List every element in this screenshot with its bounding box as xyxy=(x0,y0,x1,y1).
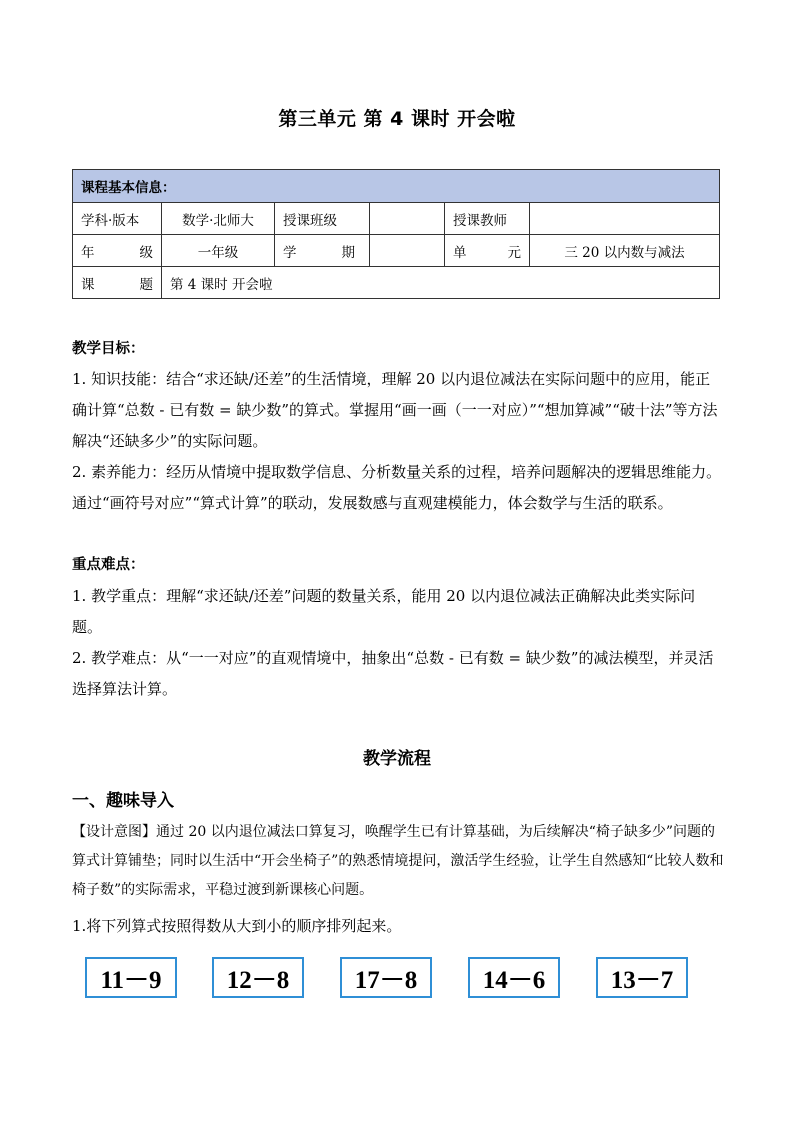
key-point-2: 2. 教学难点：从“一一对应”的直观情境中，抽象出“总数 - 已有数 = 缺少数”的减法模型，并灵活选择算法计算。 xyxy=(72,649,714,698)
cell-class-value xyxy=(370,203,445,235)
objective-2: 2. 素养能力：经历从情境中提取数学信息、分析数量关系的过程，培养问题解决的逻辑思维能力。通过“画符号对应”“算式计算”的联动，发展数感与直观建模能力，体会数学与生活的联系。 xyxy=(72,463,722,512)
section-title: 一、趣味导入 xyxy=(72,791,174,811)
page-title: 第三单元 第 4 课时 开会啦 xyxy=(278,108,516,130)
expression-card: 14－6 xyxy=(468,957,560,998)
cell-unit-label: 单 元 xyxy=(445,235,530,267)
cell-term-label: 学 期 xyxy=(275,235,370,267)
table-header: 课程基本信息： xyxy=(73,170,720,203)
key-points-label: 重点难点： xyxy=(72,557,145,573)
expression-card: 17－8 xyxy=(340,957,432,998)
expression-card: 13－7 xyxy=(596,957,688,998)
key-point-1: 1. 教学重点：理解“求还缺/还差”问题的数量关系，能用 20 以内退位减法正确解决此类实际问题。 xyxy=(72,587,696,636)
exercise-instruction: 1.将下列算式按照得数从大到小的顺序排列起来。 xyxy=(72,917,402,935)
objective-1: 1. 知识技能：结合“求还缺/还差”的生活情境，理解 20 以内退位减法在实际问题中的应用，能正确计算“总数 - 已有数 = 缺少数”的算式。掌握用“画一画（一一对应）”“想加算减”“破十法”等方法解决“还缺多少”的实际问题。 xyxy=(72,370,718,450)
cell-subject-label: 学科·版本 xyxy=(73,203,162,235)
course-info-table xyxy=(72,169,720,299)
cell-teacher-label: 授课教师 xyxy=(445,203,530,235)
cell-topic-label: 课 题 xyxy=(73,267,162,299)
expression-card: 11－9 xyxy=(85,957,177,998)
cell-teacher-value xyxy=(530,203,720,235)
design-intent: 【设计意图】通过 20 以内退位减法口算复习，唤醒学生已有计算基础，为后续解决“椅子缺多少”问题的算式计算铺垫；同时以生活中“开会坐椅子”的熟悉情境提问，激活学生经验，让学生自然感知“比较人数和椅子数”的实际需求，平稳过渡到新课核心问题。 xyxy=(72,824,724,898)
cell-grade-value: 一年级 xyxy=(162,235,275,267)
cell-grade-label: 年 级 xyxy=(73,235,162,267)
expression-card: 12－8 xyxy=(212,957,304,998)
cell-unit-value: 三 20 以内数与减法 xyxy=(530,235,720,267)
flow-title: 教学流程 xyxy=(363,749,431,769)
cell-topic-value: 第 4 课时 开会啦 xyxy=(162,267,720,299)
cell-term-value xyxy=(370,235,445,267)
cell-subject-value: 数学·北师大 xyxy=(162,203,275,235)
cell-class-label: 授课班级 xyxy=(275,203,370,235)
objectives-label: 教学目标： xyxy=(72,341,145,357)
